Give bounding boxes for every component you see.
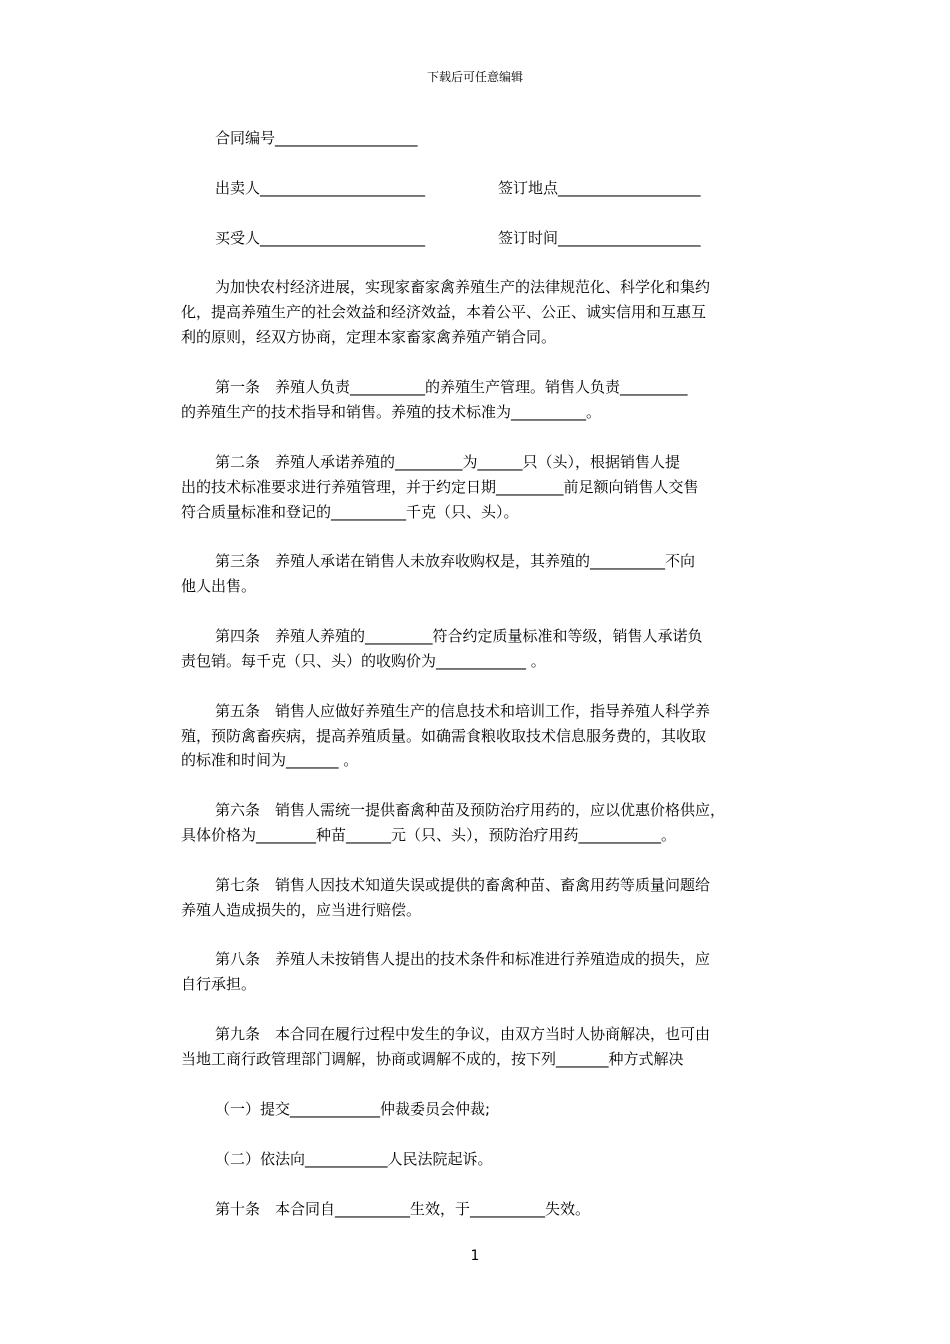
text-line: 的养殖生产的技术指导和销售。养殖的技术标准为__________。 bbox=[181, 403, 602, 421]
text-line: 第二条 养殖人承诺养殖的_________为______只（头），根据销售人提 bbox=[215, 453, 681, 471]
text-line: 的标准和时间为_______ 。 bbox=[181, 751, 359, 769]
text-line: 利的原则，经双方协商，定理本家畜家禽养殖产销合同。 bbox=[181, 328, 557, 346]
text-line: 他人出售。 bbox=[181, 577, 257, 595]
text-line: 为加快农村经济进展，实现家畜家禽养殖生产的法律规范化、科学化和集约 bbox=[215, 278, 711, 296]
sign-place-field: 签订地点___________________ bbox=[498, 179, 701, 197]
text-line: 第八条 养殖人未按销售人提出的技术条件和标准进行养殖造成的损失，应 bbox=[215, 950, 711, 968]
text-line: 第一条 养殖人负责__________的养殖生产管理。销售人负责_________ bbox=[215, 378, 688, 396]
text-line: 殖，预防禽畜疾病，提高养殖质量。如确需食粮收取技术信息服务费的，其收取 bbox=[181, 727, 707, 745]
text-line: 第四条 养殖人养殖的_________符合约定质量标准和等级，销售人承诺负 bbox=[215, 627, 703, 645]
text-line: 第七条 销售人因技术知道失误或提供的畜禽种苗、畜禽用药等质量问题给 bbox=[215, 876, 711, 894]
text-line: 第六条 销售人需统一提供畜禽种苗及预防治疗用药的，应以优惠价格供应， bbox=[215, 801, 726, 819]
text-line: （二）依法向___________人民法院起诉。 bbox=[215, 1150, 493, 1168]
text-line: 出的技术标准要求进行养殖管理，并于约定日期_________前足额向销售人交售 bbox=[181, 478, 699, 496]
page-header: 下载后可任意编辑 bbox=[426, 70, 523, 84]
text-line: 第五条 销售人应做好养殖生产的信息技术和培训工作，指导养殖人科学养 bbox=[215, 702, 711, 720]
text-line: 符合质量标准和登记的__________千克（只、头）。 bbox=[181, 503, 519, 521]
text-line: 责包销。每千克（只、头）的收购价为____________ 。 bbox=[181, 652, 546, 670]
text-line: 第九条 本合同在履行过程中发生的争议，由双方当时人协商解决，也可由 bbox=[215, 1025, 711, 1043]
buyer-field: 买受人______________________ bbox=[215, 229, 426, 247]
text-line: 化，提高养殖生产的社会效益和经济效益，本着公平、公正、诚实信用和互惠互 bbox=[181, 303, 707, 321]
text-line: 第三条 养殖人承诺在销售人未放弃收购权是，其养殖的__________不向 bbox=[215, 552, 696, 570]
text-line: 自行承担。 bbox=[181, 975, 257, 993]
sign-time-field: 签订时间___________________ bbox=[498, 229, 701, 247]
text-line: 具体价格为________种苗______元（只、头），预防治疗用药___________。 bbox=[181, 826, 677, 844]
contract-number-field: 合同编号___________________ bbox=[215, 129, 418, 147]
text-line: 第十条 本合同自__________生效，于__________失效。 bbox=[215, 1200, 591, 1218]
text-line: 当地工商行政管理部门调解，协商或调解不成的，按下列_______种方式解决 bbox=[181, 1050, 684, 1068]
seller-field: 出卖人______________________ bbox=[215, 179, 426, 197]
text-line: 养殖人造成损失的，应当进行赔偿。 bbox=[181, 901, 422, 919]
text-line: （一）提交____________仲裁委员会仲裁; bbox=[215, 1100, 491, 1118]
page-number: 1 bbox=[470, 1248, 480, 1264]
